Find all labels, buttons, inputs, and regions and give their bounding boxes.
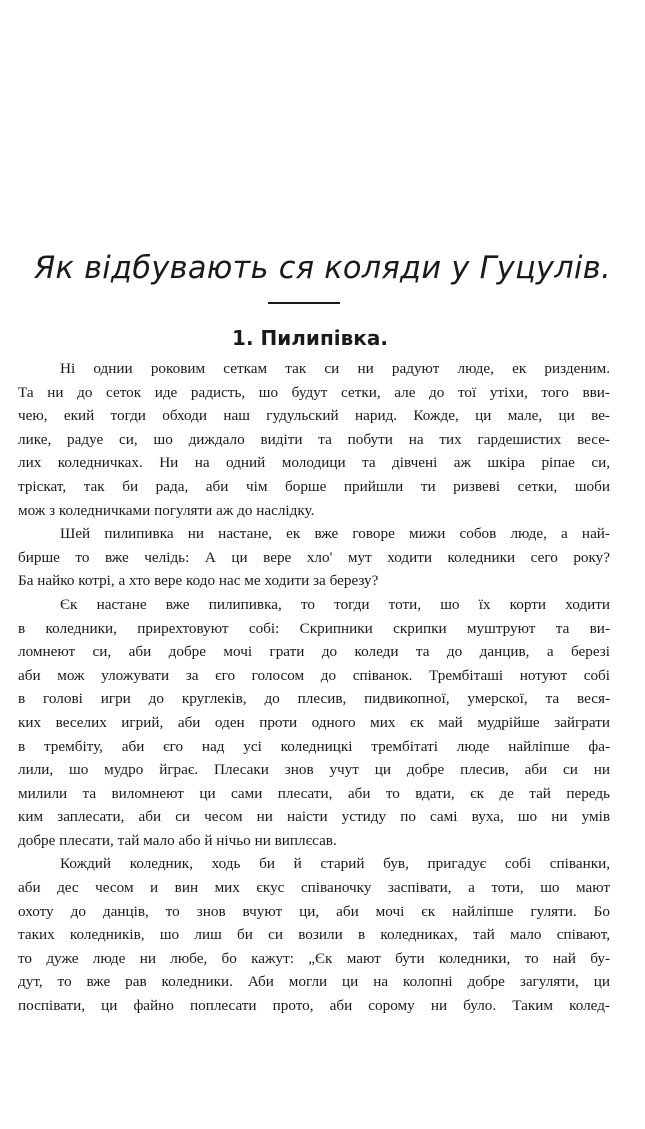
section-heading: 1. Пилипівка. [232, 326, 388, 350]
text-line: Та ни до сеток иде радисть, шо будут сетки, але до тої утіхи, того вви- [18, 383, 610, 401]
text-line: аби мож уложувати за єго голосом до співанок. Трембіташі нотуют собі [18, 666, 610, 684]
text-line: Ні однии роковим сеткам так си ни радуют люде, ек ризденим. [60, 360, 610, 377]
text-line: бирше то вже челідь: А ци вере хло' мут ходити коледники сего року? [18, 548, 610, 566]
text-line: в коледники, прирехтовуют собі: Скрипники скрипки муштруют та ви- [18, 619, 610, 637]
text-line: лили, шо мудро йграє. Плесаки знов учут ци добре плесив, аби си ни [18, 761, 610, 779]
text-line: охоту до данців, то знов вчуют ци, аби мочі єк найліпше гуляти. Бо [18, 902, 610, 920]
text-line: Шей пилипивка ни настане, ек вже говоре мижи собов люде, а най- [60, 525, 610, 543]
text-line: Єк настане вже пилипивка, то тогди тоти, шо їх корти ходити [60, 595, 610, 613]
text-line: тріскат, так би рада, аби чім борше прийшли ти ризвеві сетки, шоби [18, 477, 610, 495]
chapter-title: Як відбувають ся коляди у Гуцулів. [34, 250, 611, 286]
text-line: Ба найко котрі, а хто вере кодо нас ме ходити за березу? [18, 572, 379, 590]
body-text [18, 357, 610, 1018]
text-line: ким заплесати, аби си чесом ни наісти устиду по самі вуха, шо ни умів [18, 808, 610, 826]
text-line: таких коледників, шо лиш би си возили в коледниках, тай мало співают, [18, 926, 610, 944]
text-line: добре плесати, тай мало або й нічьо ни виплєсав. [18, 831, 337, 849]
text-line: ких веселих игрий, аби оден проти одного мих єк май мудрійше зайграти [18, 713, 610, 731]
text-line: милили та виломнеют ци сами плесати, аби то вдати, єк де тай передь [18, 784, 610, 802]
text-line: в трембіту, аби єго над усі коледницкі трембітаті люде найліпше фа- [18, 737, 610, 755]
text-line: аби дес чесом и вин мих єкус співаночку заспівати, а тоти, шо мают [18, 879, 610, 897]
text-line: лих коледничках. Ни на одний молодици та дівчені аж шкіра ріпае си, [18, 454, 610, 472]
text-line: поспівати, ци файно поплесати прото, аби сорому ни було. Таким колед- [18, 997, 610, 1015]
text-line: в голові игри до круглеків, до плесив, пидвикопної, умерскої, та веся- [18, 690, 610, 708]
text-line: мож з коледничками погуляти аж до наслідку. [18, 501, 315, 519]
text-line: лике, радуе си, шо диждало видіти та побути на тих гардешистих весе- [18, 430, 610, 448]
title-divider [268, 302, 340, 304]
text-line: дут, то вже рав коледники. Аби могли ци на колопні добре загуляти, ци [18, 973, 610, 991]
text-line: ломнеют си, аби добре мочі грати до коледи та до данцив, а березі [18, 643, 610, 661]
text-line: Кождий коледник, ходь би й старий був, пригадує собі співанки, [60, 855, 610, 873]
text-line: то дуже люде ни любе, бо кажут: „Єк мают бути коледники, то най бу- [18, 949, 610, 967]
text-line: чею, екий тогди обходи наш гудульский нарид. Кожде, ци мале, ци ве- [18, 407, 610, 425]
